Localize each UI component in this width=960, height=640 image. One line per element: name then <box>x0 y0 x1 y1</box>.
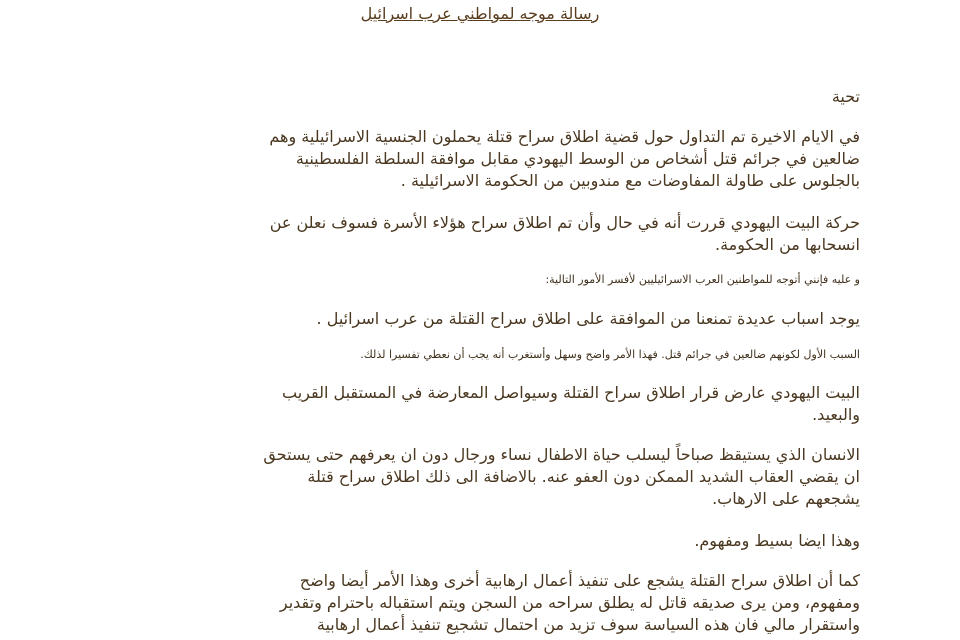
paragraph-9: كما أن اطلاق سراح القتلة يشجع على تنفيذ أعمال ارهابية أخرى وهذا الأمر أيضا واضح ومفهوم، ومن يرى صديقه قاتل له يطلق سراحه من السجن ويتم استقباله باحترام وتقدير واستقرار مالي فان هذه السياسة سوف تزيد من احتمال تشجيع تنفيذ أعمال ارهابية <box>279 571 860 634</box>
paragraph-1: في الايام الاخيرة تم التداول حول قضية اطلاق سراح قتلة يحملون الجنسية الاسرائيلية وهم ضالعين في جرائم قتل أشخاص من الوسط اليهودي مقابل موافقة السلطة الفلسطينية بالجلوس على طاولة المفاوضات مع مندوبين من الحكومة الاسرائيلية . <box>269 127 860 190</box>
greeting: تحية <box>831 87 860 106</box>
paragraph-3: و عليه فإنني أتوجه للمواطنين العرب الاسرائيليين لأفسر الأمور التالية: <box>545 273 860 286</box>
paragraph-5: السبب الأول لكونهم ضالعين في جرائم قتل. فهذا الأمر واضح وسهل وأستغرب أنه يجب أن نعطي تفسيرا لذلك. <box>360 348 860 361</box>
paragraph-8: وهذا ايضا بسيط ومفهوم. <box>694 531 860 550</box>
paragraph-7: الانسان الذي يستيقظ صباحاً ليسلب حياة الاطفال نساء ورجال دون ان يعرفهم حتى يستحق ان يقضي العقاب الشديد الممكن دون العفو عنه. بالاضافة الى ذلك اطلاق سراح قتلة يشجعهم على الارهاب. <box>263 445 860 508</box>
paragraph-4: يوجد اسباب عديدة تمنعنا من الموافقة على اطلاق سراح القتلة من عرب اسرائيل . <box>316 309 860 328</box>
paragraph-2: حركة البيت اليهودي قررت أنه في حال وأن تم اطلاق سراح هؤلاء الأسرة فسوف نعلن عن انسحابها من الحكومة. <box>269 213 860 254</box>
paragraph-6: البيت اليهودي عارض قرار اطلاق سراح القتلة وسيواصل المعارضة في المستقبل القريب والبعيد. <box>281 383 860 424</box>
letter-title: رسالة موجه لمواطني عرب اسرائيل <box>360 4 600 23</box>
